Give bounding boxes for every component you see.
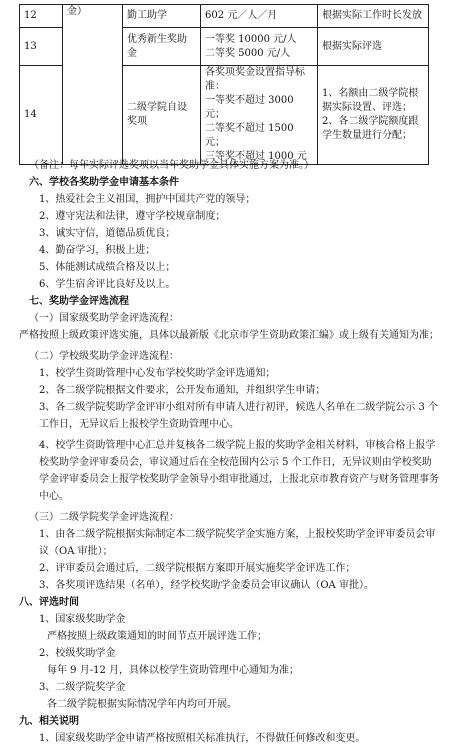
award-name: 二级学院自设奖项 (123, 66, 201, 165)
list-item: 4、勤奋学习，积极上进； (39, 245, 156, 256)
category-cell: 金） (63, 5, 123, 165)
list-item-text: 各二级学院根据实际情况学年内均可开展。 (47, 699, 237, 710)
table-note: （备注：每年实际评选奖项以当年奖助学金具体实施方案为准。） (29, 160, 314, 171)
list-item: 1、由各二级学院根据实际制定本二级学院奖学金实施方案，上报校奖助学金评审委员会审议（OA 审批）； (39, 529, 436, 557)
award-standard: 各奖项奖金设置指导标准： 一等奖不超过 3000 元； 二等奖不超过 1500 元； 三等奖不超过 1000 元 (201, 66, 318, 165)
list-item: 2、遵守宪法和法律，遵守学校规章制度； (39, 211, 226, 222)
list-item: 3、各奖项评选结果（名单），经学校奖助学金委员会审议确认（OA 审批）。 (39, 580, 374, 591)
list-item-title: 3、二级学院奖学金 (39, 682, 126, 693)
list-item: 2、评审委员会通过后，二级学院根据方案即开展实施奖学金评选工作； (39, 563, 356, 574)
list-item: 1、热爱社会主义祖国，拥护中国共产党的领导； (39, 194, 256, 205)
scholarship-table (19, 4, 429, 165)
list-item-text: 每年 9 月-12 月，具体以校学生资助管理中心通知为准； (47, 665, 300, 676)
subsection-heading: （一）国家级奖助学金评选流程： (29, 313, 179, 324)
award-name: 优秀新生奖助金 (123, 28, 201, 66)
award-standard: 一等奖 10000 元/人 二等奖 5000 元/人 (201, 28, 318, 66)
table-row (20, 5, 429, 28)
award-standard: 602 元／人／月 (201, 5, 318, 28)
list-item: 6、学生宿舍评比良好及以上。 (39, 279, 176, 290)
row-number: 13 (20, 28, 63, 66)
award-note: 根据实际工作时长发放 (318, 5, 429, 28)
list-item-text: 严格按照上级政策通知的时间节点开展评选工作； (47, 631, 267, 642)
section-heading: 六、学校各奖助学金申请基本条件 (29, 177, 179, 188)
list-item-title: 2、校级奖助学金 (39, 648, 116, 659)
award-note: 根据实际评选 (318, 28, 429, 66)
list-item: 3、各二级学院奖助学金评审小组对所有申请人进行初评，候选人名单在二级学院公示 3 个工作日，无异议后上报校学生资助管理中心。 (39, 402, 439, 430)
row-number: 14 (20, 66, 63, 165)
section-heading: 七、奖助学金评选流程 (29, 296, 129, 307)
award-note: 1、名额由二级学院根据实际设置、评选； 2、各二级学院额度跟学生数量进行分配； (318, 66, 429, 165)
document-body (19, 157, 441, 747)
list-item: 1、国家级奖助学金申请严格按照相关标准执行，不得做任何修改和变更。 (39, 733, 366, 744)
list-item: 4、校学生资助管理中心汇总并复核各二级学院上报的奖助学金相关材料，审核合格上报学校奖助学金评审委员会，审议通过后在全校范围内公示 5 个工作日，无异议则由学校奖助学金评审委员会上报学校奖助学金领导小组审批通过，上报北京市教育资产与财务管理事务中心。 (39, 440, 439, 502)
section-heading: 八、评选时间 (19, 597, 79, 608)
section-heading: 九、相关说明 (19, 716, 79, 727)
list-item: 2、各二级学院根据文件要求，公开发布通知，并组织学生申请； (39, 385, 326, 396)
row-number: 12 (20, 5, 63, 28)
list-item: 1、校学生资助管理中心发布学校奖助学金评选通知； (39, 368, 276, 379)
paragraph: 严格按照上级政策评选实施，具体以最新版《北京市学生资助政策汇编》或上级有关通知为准； (19, 330, 439, 341)
subsection-heading: （二）学校级奖助学金评选流程： (29, 351, 179, 362)
list-item-title: 1、国家级奖助学金 (39, 614, 126, 625)
subsection-heading: （三）二级学院奖学金评选流程： (29, 512, 179, 523)
award-name: 勤工助学 (123, 5, 201, 28)
list-item: 5、体能测试成绩合格及以上； (39, 262, 176, 273)
list-item: 3、诚实守信，道德品质优良； (39, 228, 176, 239)
